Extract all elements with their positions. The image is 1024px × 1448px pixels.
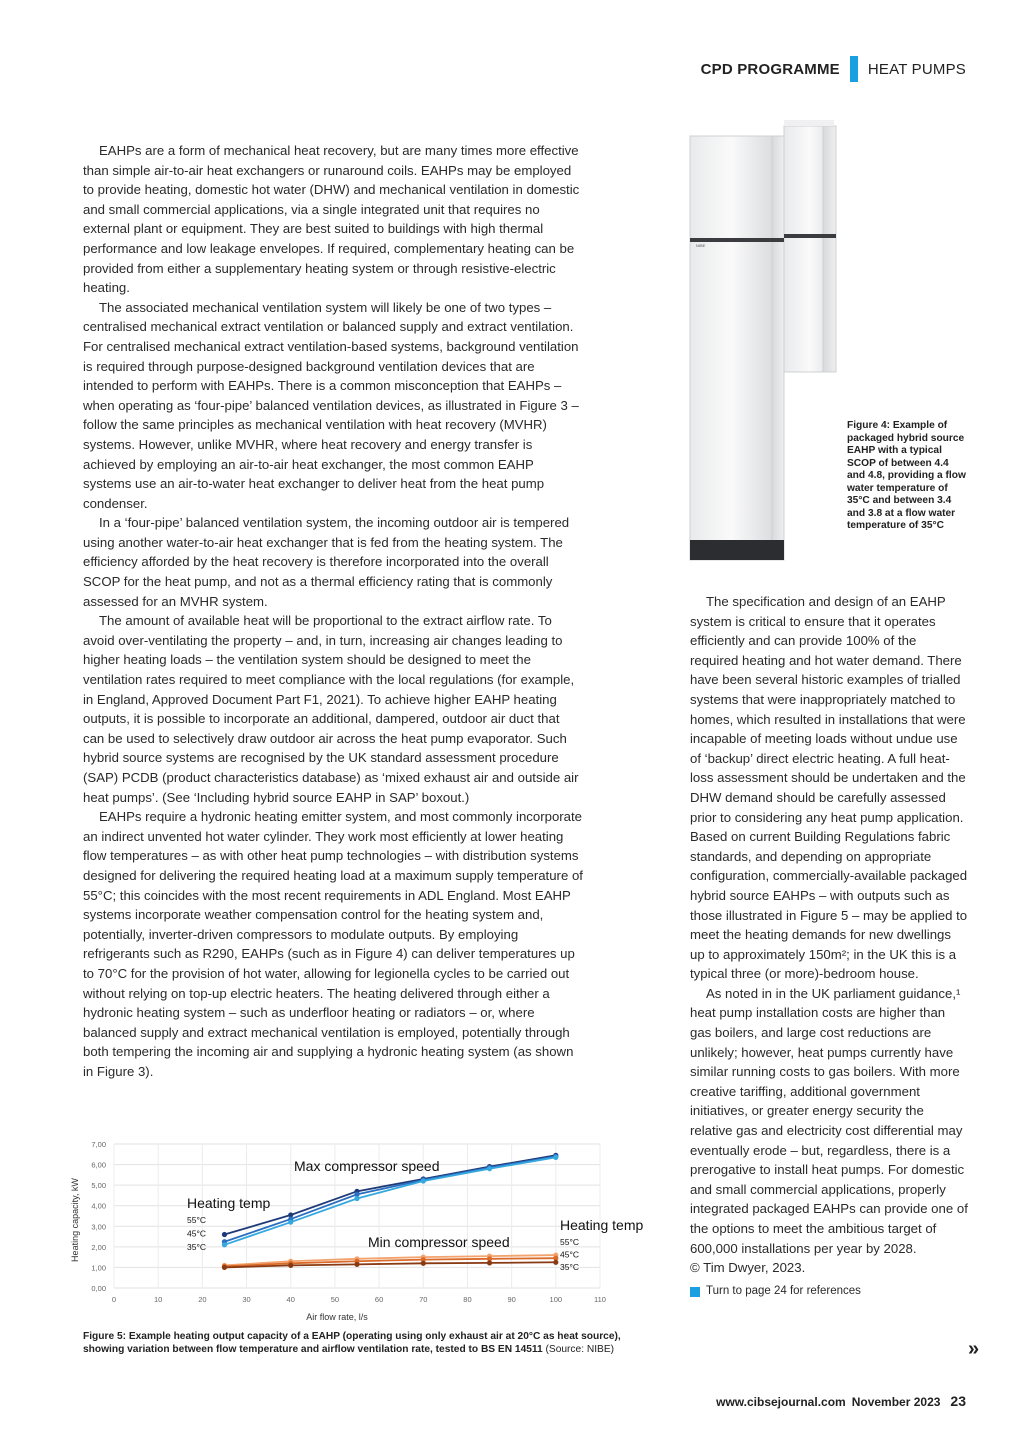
data-point <box>288 1263 293 1268</box>
x-axis-title: Air flow rate, l/s <box>306 1312 368 1322</box>
temp-label-right: 35°C <box>560 1262 579 1272</box>
next-page-arrow-icon[interactable]: » <box>968 1338 980 1360</box>
x-tick-label: 80 <box>463 1295 472 1304</box>
x-tick-label: 60 <box>374 1295 384 1304</box>
page-footer <box>716 1393 966 1409</box>
x-tick-label: 10 <box>154 1295 163 1304</box>
x-tick-label: 100 <box>549 1295 563 1304</box>
x-tick-label: 40 <box>286 1295 295 1304</box>
data-point <box>222 1265 227 1270</box>
data-point <box>553 1260 558 1265</box>
issue-date: November 2023 <box>851 1395 941 1409</box>
left-column <box>83 141 583 1082</box>
data-point <box>354 1262 359 1267</box>
body-paragraph: EAHPs are a form of mechanical heat recovery, but are many times more effective than simple air-to-air heat exchangers or runaround coils. EAHPs may be employed to provide heating, domestic hot water (DHW) and mechanical ventilation in domestic and small commercial applications, via a single integrated unit that requires no external plant or equipment. They are best suited to buildings with high thermal performance and low leakage envelopes. If required, complementary heating can be provided from either a supplementary heating system or through resistive-electric heating. <box>83 143 580 296</box>
heating-temp-label-right: Heating temp <box>560 1217 644 1233</box>
square-bullet-icon <box>690 1287 700 1297</box>
body-paragraph: The associated mechanical ventilation system will likely be one of two types – centralised mechanical extract ventilation or balanced supply and extract ventilation. For centralised mechanical extract ventilation-based systems, background ventilation is required through purpose-designed background ventilation devices that are intended to perform with EAHPs. There is a common misconception that EAHPs – when operating as ‘four-pipe’ balanced ventilation devices, as illustrated in Figure 3 – follow the same principles as mechanical ventilation with heat recovery (MVHR) systems. However, unlike MVHR, where heat recovery and energy transfer is achieved by employing an air-to-air heat exchanger, the most common EAHP systems use an air-to-water heat exchanger to deliver heat from the heat pump condenser. <box>83 299 579 511</box>
x-tick-label: 110 <box>594 1295 606 1304</box>
heating-capacity-chart <box>66 1128 666 1328</box>
page-number: 23 <box>950 1393 966 1409</box>
data-point <box>222 1242 227 1247</box>
data-point <box>487 1166 492 1171</box>
header-divider <box>850 56 858 82</box>
y-tick-label: 2,00 <box>91 1242 106 1252</box>
min-compressor-label: Min compressor speed <box>368 1234 510 1250</box>
figure5-caption-source: (Source: NIBE) <box>542 1343 615 1355</box>
data-point <box>553 1155 558 1160</box>
y-tick-label: 6,00 <box>91 1160 106 1170</box>
y-tick-label: 0,00 <box>91 1284 106 1293</box>
x-tick-label: 0 <box>111 1295 117 1304</box>
page-header <box>701 56 966 82</box>
x-tick-label: 70 <box>419 1295 428 1304</box>
temp-label-right: 55°C <box>560 1237 579 1247</box>
data-point <box>487 1260 492 1265</box>
temp-label-left: 55°C <box>187 1215 206 1225</box>
body-paragraph: The amount of available heat will be proportional to the extract airflow rate. To avoid over-ventilating the property – and, in turn, increasing air changes leading to higher heating loads – the ventilation system should be designed to meet the ventilation rates required to meet compliance with the local regulations (for example, in England, Approved Document Part F1, 2021). To achieve higher EAHP heating outputs, it is possible to incorporate an additional, dampered, outdoor air duct that can be used to selectively draw outdoor air across the heat pump evaporator. Such hybrid source systems are recognised by the UK standard assessment procedure (SAP) PCDB (product characteristics database) as ‘mixed exhaust air and outside air heat pumps’. (See ‘Including hybrid source EAHP in SAP’ boxout.) <box>83 613 579 805</box>
author-credit: © Tim Dwyer, 2023. <box>690 1260 806 1276</box>
journal-url[interactable]: www.cibsejournal.com <box>716 1395 846 1409</box>
temp-label-left: 45°C <box>187 1228 206 1239</box>
chart-annotations <box>187 1158 643 1272</box>
y-tick-label: 7,00 <box>91 1140 106 1149</box>
data-point <box>288 1220 293 1225</box>
heating-temp-label-left: Heating temp <box>187 1195 271 1211</box>
data-point <box>222 1232 227 1237</box>
product-logo: NIBE <box>696 243 706 248</box>
x-tick-label: 30 <box>242 1295 251 1304</box>
heat-pump-product-image <box>688 118 838 562</box>
references-link[interactable] <box>690 1282 968 1302</box>
data-point <box>421 1178 426 1183</box>
references-link-label: Turn to page 24 for references <box>706 1284 861 1297</box>
temp-label-left: 35°C <box>187 1242 206 1252</box>
y-axis-title: Heating capacity, kW <box>70 1178 80 1262</box>
body-paragraph: The specification and design of an EAHP system is critical to ensure that it operates efficiently and can provide 100% of the required heating and hot water demand. There have been several historic examples of trialled systems that were inappropriately matched to homes, which resulted in installations that were incapable of meeting loads without undue use of ‘backup’ direct electric heating. A full heat-loss assessment should be undertaken and the DHW demand should be carefully assessed prior to considering any heat pump application. Based on current Building Regulations fabric standards, and depending on appropriate configuration, commercially-available packaged hybrid source EAHPs – with outputs such as those illustrated in Figure 5 – may be applied to meet the heating demands for new dwellings up to approximately 150m²; in the UK this is a typical three (or more)-bedroom house. <box>690 594 968 982</box>
figure5-caption-title: Figure 5: Example heating output capacity of a EAHP (operating using only exhaust air at 20°C as heat source), showing variation between flow temperature and airflow ventilation rate, tested to BS EN 14511 <box>83 1331 621 1355</box>
y-tick-label: 4,00 <box>91 1201 106 1211</box>
topic-label: HEAT PUMPS <box>867 60 966 78</box>
temp-label-right: 45°C <box>560 1249 579 1260</box>
y-tick-label: 3,00 <box>91 1222 106 1232</box>
figure5-caption <box>83 1331 643 1356</box>
max-compressor-label: Max compressor speed <box>294 1158 440 1174</box>
x-tick-label: 50 <box>330 1295 340 1304</box>
right-column <box>690 592 968 1301</box>
programme-label: CPD PROGRAMME <box>700 60 840 78</box>
body-paragraph: As noted in in the UK parliament guidance,¹ heat pump installation costs are higher than gas boilers, and large cost reductions are unlikely; however, heat pumps currently have similar running costs to gas boilers. With more creative tariffing, additional government initiatives, or greater energy security the relative gas and electricity cost differential may eventually erode – but, regardless, there is a prerogative to install heat pumps. For domestic and small commercial applications, properly integrated packaged EAHPs can provide one of the options to meet the ambitious target of 600,000 installations per year by 2028. <box>690 985 968 1256</box>
x-tick-label: 90 <box>507 1295 516 1304</box>
body-paragraph: In a ‘four-pipe’ balanced ventilation system, the incoming outdoor air is tempered using another water-to-air heat exchanger that is fed from the heating system. The efficiency afforded by the heat recovery is therefore incorporated into the overall SCOP for the heat pump, and not as a thermal efficiency rating that is commonly assessed for an MVHR system. <box>83 515 570 609</box>
y-tick-label: 5,00 <box>91 1181 106 1191</box>
data-point <box>421 1261 426 1266</box>
body-paragraph: EAHPs require a hydronic heating emitter system, and most commonly incorporate an indirect unvented hot water cylinder. They work most efficiently at lower heating flow temperatures – as with other heat pump technologies – with distribution systems designed for delivering the required heating load at a maximum supply temperature of 55°C; this coincides with the most recent requirements in ADL England. Most EAHP systems incorporate weather compensation control for the heating system and, potentially, inverter-driven compressors to modulate outputs. By employing refrigerants such as R290, EAHPs (such as in Figure 4) can deliver temperatures up to 70°C for the provision of hot water, allowing for legionella cycles to be carried out without relying on top-up electric heaters. The heating delivered through either a hydronic heating system – such as underfloor heating or radiators – or, where balanced supply and extract mechanical ventilation is employed, potentially through both tempering the incoming air and supplying a hydronic heating system (as shown in Figure 3). <box>83 809 583 1079</box>
y-tick-label: 1,00 <box>91 1263 106 1273</box>
x-tick-label: 20 <box>198 1295 207 1304</box>
figure4-caption: Figure 4: Example of packaged hybrid source EAHP with a typical SCOP of between 4.4 and 4.8, providing a flow water temperature of 35°C and between 3.4 and 3.8 at a flow water temperature of 35°C <box>847 420 966 531</box>
data-point <box>354 1196 359 1201</box>
